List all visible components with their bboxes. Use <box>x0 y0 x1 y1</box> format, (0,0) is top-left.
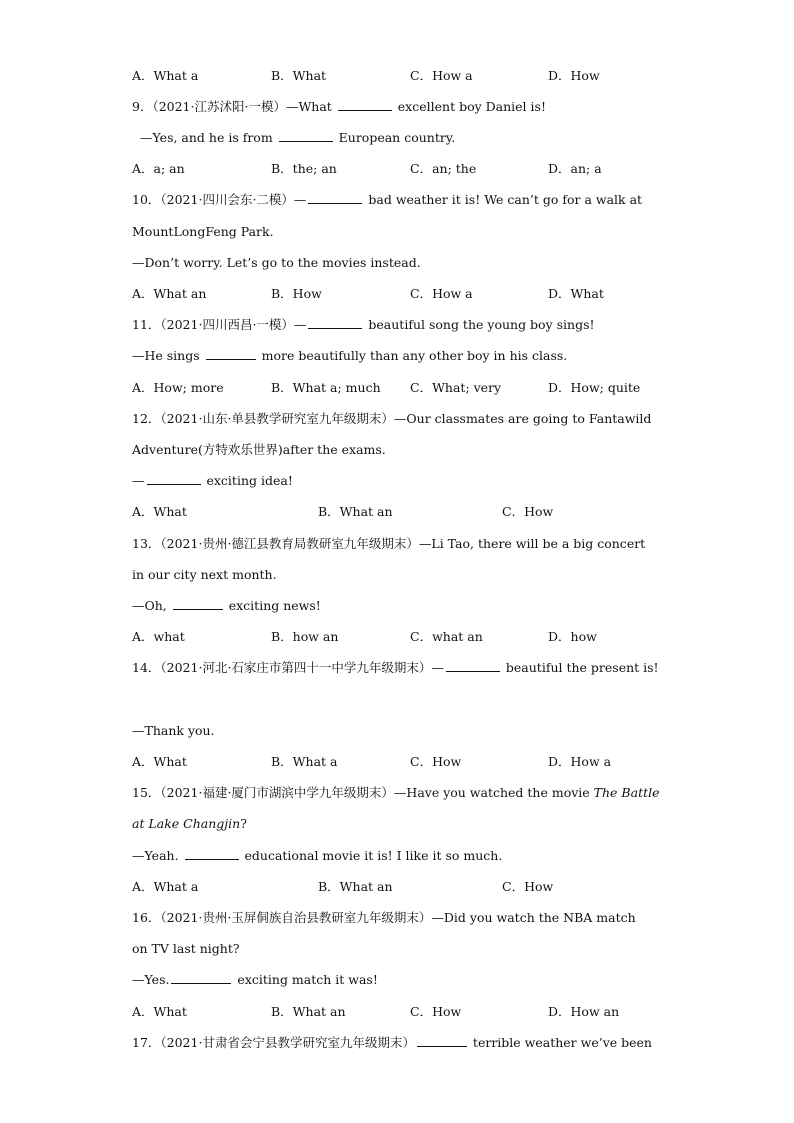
question-stem-continued: on TV last night? <box>132 941 240 956</box>
movie-title: The Battle <box>593 785 660 800</box>
question-stem-continued: Adventure(方特欢乐世界)after the exams. <box>132 442 386 457</box>
question-stem: 11．（2021·四川西昌·一模）— beautiful song the young boy sings! <box>132 317 595 332</box>
question-stem: 16．（2021·贵州·玉屏侗族自治县教研室九年级期末）—Did you watch the NBA match <box>132 910 636 925</box>
option-a[interactable]: A．a; an <box>132 161 185 176</box>
answer-blank[interactable] <box>185 848 239 860</box>
option-a[interactable]: A．What an <box>132 286 207 301</box>
option-d[interactable]: D．How <box>548 68 600 83</box>
option-b[interactable]: B．the; an <box>271 161 337 176</box>
answer-blank[interactable] <box>308 317 362 329</box>
option-b[interactable]: B．How <box>271 286 322 301</box>
option-c[interactable]: C．How <box>410 754 462 769</box>
option-c[interactable]: C．How a <box>410 286 473 301</box>
question-dialogue-line: —Don’t worry. Let’s go to the movies instead. <box>132 255 421 270</box>
option-c[interactable]: C．How <box>502 504 554 519</box>
option-a[interactable]: A．What <box>132 504 187 519</box>
option-b[interactable]: B．What <box>271 68 327 83</box>
question-dialogue-line: —Yeah. educational movie it is! I like it so much. <box>132 848 503 863</box>
question-stem-continued: MountLongFeng Park. <box>132 224 274 239</box>
option-b[interactable]: B．What an <box>318 504 393 519</box>
option-d[interactable]: D．how <box>548 629 597 644</box>
option-c[interactable]: C．How <box>410 1004 462 1019</box>
option-b[interactable]: B．What a; much <box>271 380 381 395</box>
answer-blank[interactable] <box>279 130 333 142</box>
option-d[interactable]: D．How a <box>548 754 612 769</box>
answer-blank[interactable] <box>417 1035 467 1047</box>
question-stem: 10．（2021·四川会东·二模）— bad weather it is! We can’t go for a walk at <box>132 192 643 207</box>
answer-blank[interactable] <box>206 348 256 360</box>
question-stem-continued: in our city next month. <box>132 567 277 582</box>
option-b[interactable]: B．What an <box>318 879 393 894</box>
question-stem: 12．（2021·山东·单县教学研究室九年级期末）—Our classmates are going to Fantawild <box>132 411 652 426</box>
option-a[interactable]: A．What <box>132 754 187 769</box>
question-stem: 17．（2021·甘肃省会宁县教学研究室九年级期末） terrible weather we’ve been <box>132 1035 652 1050</box>
question-dialogue-line: — exciting idea! <box>132 473 293 488</box>
answer-blank[interactable] <box>338 99 392 111</box>
option-c[interactable]: C．How a <box>410 68 473 83</box>
option-c[interactable]: C．How <box>502 879 554 894</box>
option-d[interactable]: D．an; a <box>548 161 602 176</box>
question-stem: 14．（2021·河北·石家庄市第四十一中学九年级期末）— beautiful the present is! <box>132 660 659 675</box>
option-a[interactable]: A．What a <box>132 68 199 83</box>
answer-blank[interactable] <box>308 192 362 204</box>
question-stem: 13．（2021·贵州·德江县教育局教研室九年级期末）—Li Tao, there will be a big concert <box>132 536 646 551</box>
answer-blank[interactable] <box>147 473 201 485</box>
option-c[interactable]: C．what an <box>410 629 483 644</box>
option-b[interactable]: B．how an <box>271 629 339 644</box>
question-dialogue-line: —Yes, and he is from European country. <box>140 130 456 145</box>
answer-blank[interactable] <box>173 598 223 610</box>
question-dialogue-line: —He sings more beautifully than any other boy in his class. <box>132 348 568 363</box>
option-a[interactable]: A．what <box>132 629 185 644</box>
answer-blank[interactable] <box>446 660 500 672</box>
question-stem: 9．（2021·江苏沭阳·一模）—What excellent boy Daniel is! <box>132 99 546 114</box>
option-d[interactable]: D．What <box>548 286 604 301</box>
question-dialogue-line: —Yes. exciting match it was! <box>132 972 378 987</box>
option-a[interactable]: A．How; more <box>132 380 224 395</box>
option-b[interactable]: B．What an <box>271 1004 346 1019</box>
option-d[interactable]: D．How an <box>548 1004 620 1019</box>
question-stem-continued: at Lake Changjin? <box>132 816 247 831</box>
option-d[interactable]: D．How; quite <box>548 380 641 395</box>
question-dialogue-line: —Oh, exciting news! <box>132 598 321 613</box>
movie-title-continued: at Lake Changjin <box>132 816 241 831</box>
answer-blank[interactable] <box>171 972 231 984</box>
option-b[interactable]: B．What a <box>271 754 338 769</box>
option-c[interactable]: C．an; the <box>410 161 477 176</box>
question-dialogue-line: —Thank you. <box>132 723 215 738</box>
question-stem: 15．（2021·福建·厦门市湖滨中学九年级期末）—Have you watched the movie The Battle <box>132 785 660 800</box>
option-a[interactable]: A．What a <box>132 879 199 894</box>
option-a[interactable]: A．What <box>132 1004 187 1019</box>
option-c[interactable]: C．What; very <box>410 380 502 395</box>
